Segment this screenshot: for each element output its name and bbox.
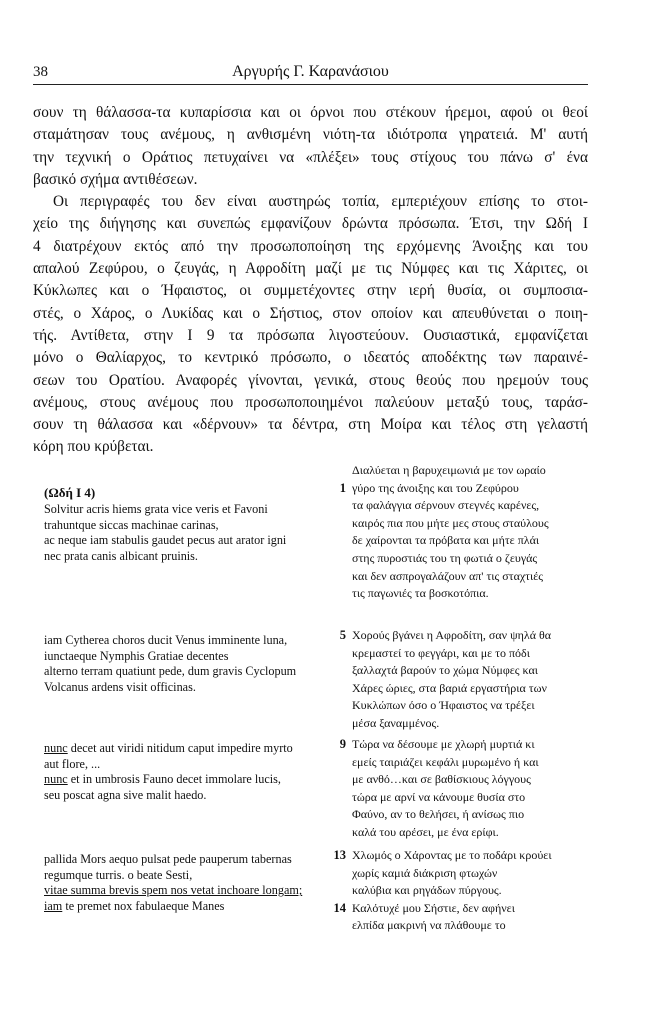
greek-line — [330, 532, 590, 550]
greek-line — [330, 736, 590, 754]
greek-line — [330, 917, 590, 935]
greek-line — [330, 715, 590, 733]
greek-text: χωρίς καμιά διάκριση φτωχών — [352, 865, 498, 880]
latin-line: trahuntque siccas machinae carinas, — [44, 517, 219, 532]
latin-line: nec prata canis albicant pruinis. — [44, 548, 198, 563]
prose-line: χείο της διήγησης και συνεπώς εμφανίζουν δρώντα πρόσωπα. Έτσι, την Ωδή Ι — [33, 215, 588, 233]
latin-emphasis: nunc — [44, 741, 68, 755]
greek-text: δε χαίρονται τα πρόβατα και μήτε πλάι — [352, 533, 540, 548]
latin-line — [44, 788, 334, 804]
greek-stanza-3 — [330, 736, 590, 842]
prose-line: κόρη που κρύβεται. — [33, 438, 154, 456]
greek-text: καιρός πια που μήτε μες στους σταύλους — [352, 515, 549, 530]
greek-line — [330, 882, 590, 900]
greek-line — [330, 480, 590, 498]
prose-line: σουν τη θάλασσα-τα κυπαρίσσια και οι όρνοι που στέκουν ήρεμοι, αφού οι θεοί — [33, 104, 588, 121]
latin-stanza-3 — [44, 741, 334, 803]
prose-line: στές, ο Χάρος, ο Λυκίδας και ο Σήστιος, στον οποίον και απευθύνεται ο ποιη- — [33, 304, 588, 322]
latin-text: te premet nox fabulaeque Manes — [62, 898, 225, 913]
verse-number: 1 — [339, 480, 346, 495]
page-number: 38 — [33, 64, 48, 80]
greek-text: τις παγωνιές τα βοσκοτόπια. — [352, 586, 489, 601]
greek-text: με ανθό…και σε βαθίσκιους λόγγους — [352, 772, 531, 787]
latin-emphasis: nunc — [44, 772, 68, 787]
latin-line: iunctaeque Nymphis Gratiae decentes — [44, 648, 229, 663]
greek-text: ξαλλαχτά βαρούν το χώμα Νύμφες και — [352, 663, 539, 678]
greek-text: τα φαλάγγια σέρνουν στεγνές καρένες, — [352, 498, 540, 513]
latin-stanza-4 — [44, 852, 334, 914]
greek-text: Χλωμός ο Χάροντας με το ποδάρι κρούει — [352, 848, 552, 862]
greek-line — [330, 568, 590, 586]
latin-line: ac neque iam stabulis gaudet pecus aut arator igni — [44, 533, 287, 548]
prose-line: βασικό σχήμα αντιθέσεων. — [33, 170, 198, 188]
greek-line — [330, 680, 590, 698]
greek-line — [330, 515, 590, 533]
greek-text: γύρο της άνοιξης και του Ζεφύρου — [352, 480, 519, 495]
latin-line — [44, 772, 334, 788]
latin-stanza-2 — [44, 633, 334, 695]
greek-stanza-2 — [330, 627, 590, 733]
prose-line: την τεχνική ο Οράτιος πετυχαίνει να «πλέξει» τους στίχους του πάνω σ' ένα — [33, 148, 588, 166]
greek-line — [330, 697, 590, 715]
greek-line — [330, 462, 590, 480]
verse-number: 14 — [333, 900, 346, 915]
latin-line — [44, 899, 334, 915]
greek-line — [330, 627, 590, 645]
greek-stanza-4 — [330, 847, 590, 935]
greek-line — [330, 865, 590, 883]
latin-stanza-1 — [44, 502, 334, 564]
latin-text: et in umbrosis Fauno decet immolare lucis, — [67, 772, 281, 787]
greek-line — [330, 900, 590, 918]
latin-line — [44, 852, 334, 868]
latin-line: iam Cytherea choros ducit Venus imminente luna, — [44, 633, 288, 647]
prose-line: Κύκλωπες και ο Ήφαιστος, οι συμμετέχοντες στην ιερή θυσία, οι συμποσια- — [33, 282, 588, 300]
latin-emphasis: vitae summa brevis spem nos vetat inchoare longam; — [44, 883, 303, 898]
body-text — [33, 102, 588, 459]
greek-line — [330, 645, 590, 663]
greek-line — [330, 585, 590, 603]
prose-line: σεων του Ορατίου. Αναφορές γίνονται, γενικά, στους θεούς που ηρεμούν τους — [33, 371, 588, 389]
latin-text: aut flore, ... — [44, 756, 101, 771]
greek-text: καλύβια και ρηγάδων πύργους. — [352, 883, 502, 898]
greek-text: και δεν ασπρογαλάζουν απ' τις σταχτιές — [352, 568, 544, 583]
greek-text: καλά του αρέσει, με ένα ερίφι. — [352, 824, 499, 839]
greek-line — [330, 662, 590, 680]
greek-text: εμείς ταιριάζει κεφάλι μυρωμένο ή και — [352, 754, 539, 769]
greek-line — [330, 824, 590, 842]
greek-line — [330, 497, 590, 515]
greek-stanza-1 — [330, 462, 590, 603]
latin-text: regumque turris. o beate Sesti, — [44, 867, 193, 882]
greek-text: Καλότυχέ μου Σήστιε, δεν αφήνει — [352, 900, 515, 915]
greek-line — [330, 771, 590, 789]
latin-text: seu poscat agna sive malit haedo. — [44, 787, 207, 802]
latin-line — [44, 757, 334, 773]
latin-line — [44, 883, 334, 899]
verse-number: 13 — [333, 848, 346, 862]
greek-line — [330, 806, 590, 824]
verse-number: 5 — [339, 628, 346, 642]
latin-text: decet aut viridi nitidum caput impedire myrto — [67, 741, 293, 755]
prose-line: Οι περιγραφές του δεν είναι αυστηρώς τοπία, εμπεριέχουν επίσης το στοι- — [53, 193, 588, 211]
prose-line: τής. Αντίθετα, στην Ι 9 τα πρόσωπα λιγοστεύουν. Ουσιαστικά, εμφανίζεται — [33, 326, 588, 344]
greek-text: Κυκλώπων όσο ο Ήφαιστος να τρέξει — [352, 698, 535, 713]
latin-emphasis: iam — [44, 898, 63, 913]
greek-text: μέσα ξαναμμένος. — [352, 715, 440, 730]
latin-line: Solvitur acris hiems grata vice veris et Favoni — [44, 502, 268, 516]
prose-line: 4 διατρέχουν εκτός από την προσωποποίηση της ερχόμενης Άνοιξης και του — [33, 237, 588, 255]
greek-line — [330, 550, 590, 568]
latin-line — [44, 868, 334, 884]
greek-text: Χάρες ώριες, στα βαριά εργαστήρια των — [352, 680, 547, 695]
running-header — [33, 60, 588, 85]
prose-line: σταμάτησαν τους ανέμους, η ανθισμένη νιότη-τα ιδιότροπα γηρατειά. Μ' αυτή — [33, 126, 588, 144]
greek-text: τώρα με αρνί να κάνουμε θυσία στο — [352, 789, 526, 804]
greek-text: κρεμαστεί το φεγγάρι, και με το πόδι — [352, 645, 530, 660]
greek-text: ελπίδα μακρινή να πλάθουμε το — [352, 918, 506, 933]
latin-line: alterno terram quatiunt pede, dum gravis Cyclopum — [44, 664, 297, 679]
greek-text: Φαύνο, αν το θελήσει, ή ανίσως πιο — [352, 807, 525, 822]
greek-line — [330, 754, 590, 772]
greek-text: Τώρα να δέσουμε με χλωρή μυρτιά κι — [352, 737, 535, 751]
prose-line: σουν τη θάλασσα και «δέρνουν» τα δέντρα, στη Μοίρα και τέλος στη γελαστή — [33, 416, 588, 434]
latin-text: pallida Mors aequo pulsat pede pauperum tabernas — [44, 852, 292, 866]
greek-line — [330, 789, 590, 807]
greek-text: στης πυροστιάς του τη φωτιά ο ζευγάς — [352, 550, 538, 565]
verse-number: 9 — [339, 737, 346, 751]
poem-title: (Ωδή Ι 4) — [44, 485, 96, 500]
prose-line: απαλού Ζεφύρου, ο ζευγάς, η Αφροδίτη μαζί με τις Νύμφες και τις Χάριτες, οι — [33, 260, 588, 278]
greek-line — [330, 847, 590, 865]
latin-line: Volcanus ardens visit officinas. — [44, 679, 196, 694]
greek-text: Διαλύεται η βαρυχειμωνιά με τον ωραίο — [352, 463, 546, 477]
latin-line — [44, 741, 334, 757]
prose-line: ανέμους, στους ανέμους που προσωποποιημένοι παλεύουν μεταξύ τους, ταράσ- — [33, 393, 588, 411]
running-title: Αργυρής Γ. Καρανάσιου — [232, 63, 389, 80]
prose-line: μόνο ο Θαλίαρχος, το κεντρικό πρόσωπο, ο ιδεατός αποδέκτης των παραινέ- — [33, 349, 588, 367]
greek-text: Χορούς βγάνει η Αφροδίτη, σαν ψηλά θα — [352, 628, 552, 642]
